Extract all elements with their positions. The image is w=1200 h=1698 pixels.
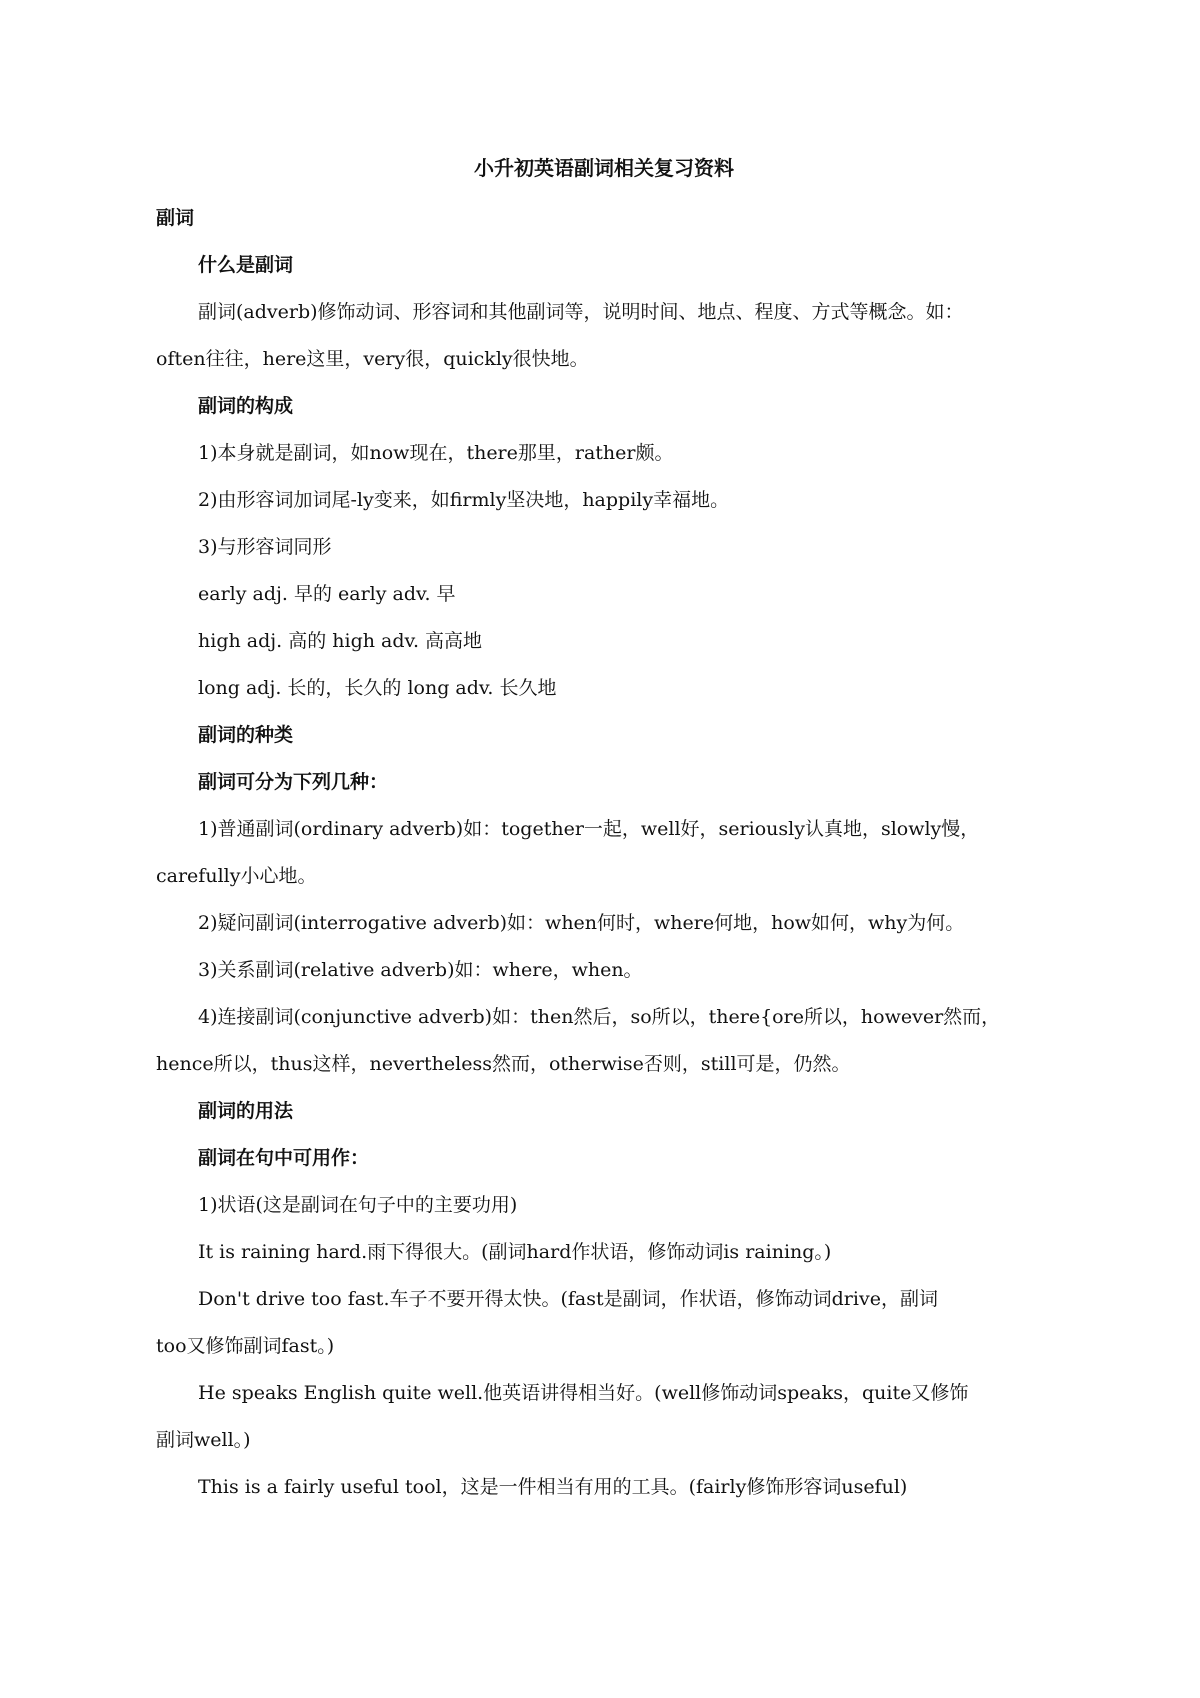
- paragraph-line: carefully小心地。: [156, 865, 317, 887]
- paragraph-line: 1)状语(这是副词在句子中的主要功用): [198, 1194, 518, 1216]
- document-lines: [156, 195, 1052, 1511]
- paragraph-line: often往往，here这里，very很，quickly很快地。: [156, 348, 589, 370]
- paragraph-line: 副词(adverb)修饰动词、形容词和其他副词等，说明时间、地点、程度、方式等概念。如：: [198, 301, 964, 323]
- paragraph-line: long adj. 长的，长久的 long adv. 长久地: [198, 677, 557, 699]
- section-heading: 副词: [156, 207, 195, 229]
- section-heading: 副词在句中可用作：: [198, 1147, 370, 1169]
- document-title: 小升初英语副词相关复习资料: [474, 156, 734, 180]
- section-heading: 副词的种类: [198, 724, 294, 746]
- paragraph-line: This is a fairly useful tool，这是一件相当有用的工具。(fairly修饰形容词useful): [198, 1476, 908, 1498]
- paragraph-line: high adj. 高的 high adv. 高高地: [198, 630, 483, 652]
- paragraph-line: 4)连接副词(conjunctive adverb)如：then然后，so所以，there{ore所以，however然而，: [198, 1006, 1001, 1028]
- paragraph-line: 2)疑问副词(interrogative adverb)如：when何时，where何地，how如何，why为何。: [198, 912, 965, 934]
- section-heading: 什么是副词: [198, 254, 294, 276]
- section-heading: 副词的构成: [198, 395, 294, 417]
- paragraph-line: hence所以，thus这样，nevertheless然而，otherwise否则，still可是，仍然。: [156, 1053, 851, 1075]
- paragraph-line: 1)本身就是副词，如now现在，there那里，rather颇。: [198, 442, 674, 464]
- paragraph-line: 3)关系副词(relative adverb)如：where，when。: [198, 959, 643, 981]
- paragraph-line: 1)普通副词(ordinary adverb)如：together一起，well好，seriously认真地，slowly慢，: [198, 818, 980, 840]
- paragraph-line: too又修饰副词fast。): [156, 1335, 335, 1357]
- paragraph-line: 3)与形容词同形: [198, 536, 332, 558]
- paragraph-line: He speaks English quite well.他英语讲得相当好。(well修饰动词speaks，quite又修饰: [198, 1382, 969, 1404]
- paragraph-line: Don't drive too fast.车子不要开得太快。(fast是副词，作状语，修饰动词drive，副词: [198, 1288, 938, 1310]
- paragraph-line: 2)由形容词加词尾-ly变来，如firmly坚决地，happily幸福地。: [198, 489, 730, 511]
- section-heading: 副词的用法: [198, 1100, 294, 1122]
- section-heading: 副词可分为下列几种：: [198, 771, 389, 793]
- document-body: [156, 148, 1052, 1511]
- paragraph-line: It is raining hard.雨下得很大。(副词hard作状语，修饰动词is raining。): [198, 1241, 832, 1263]
- paragraph-line: 副词well。): [156, 1429, 251, 1451]
- paragraph-line: early adj. 早的 early adv. 早: [198, 583, 456, 605]
